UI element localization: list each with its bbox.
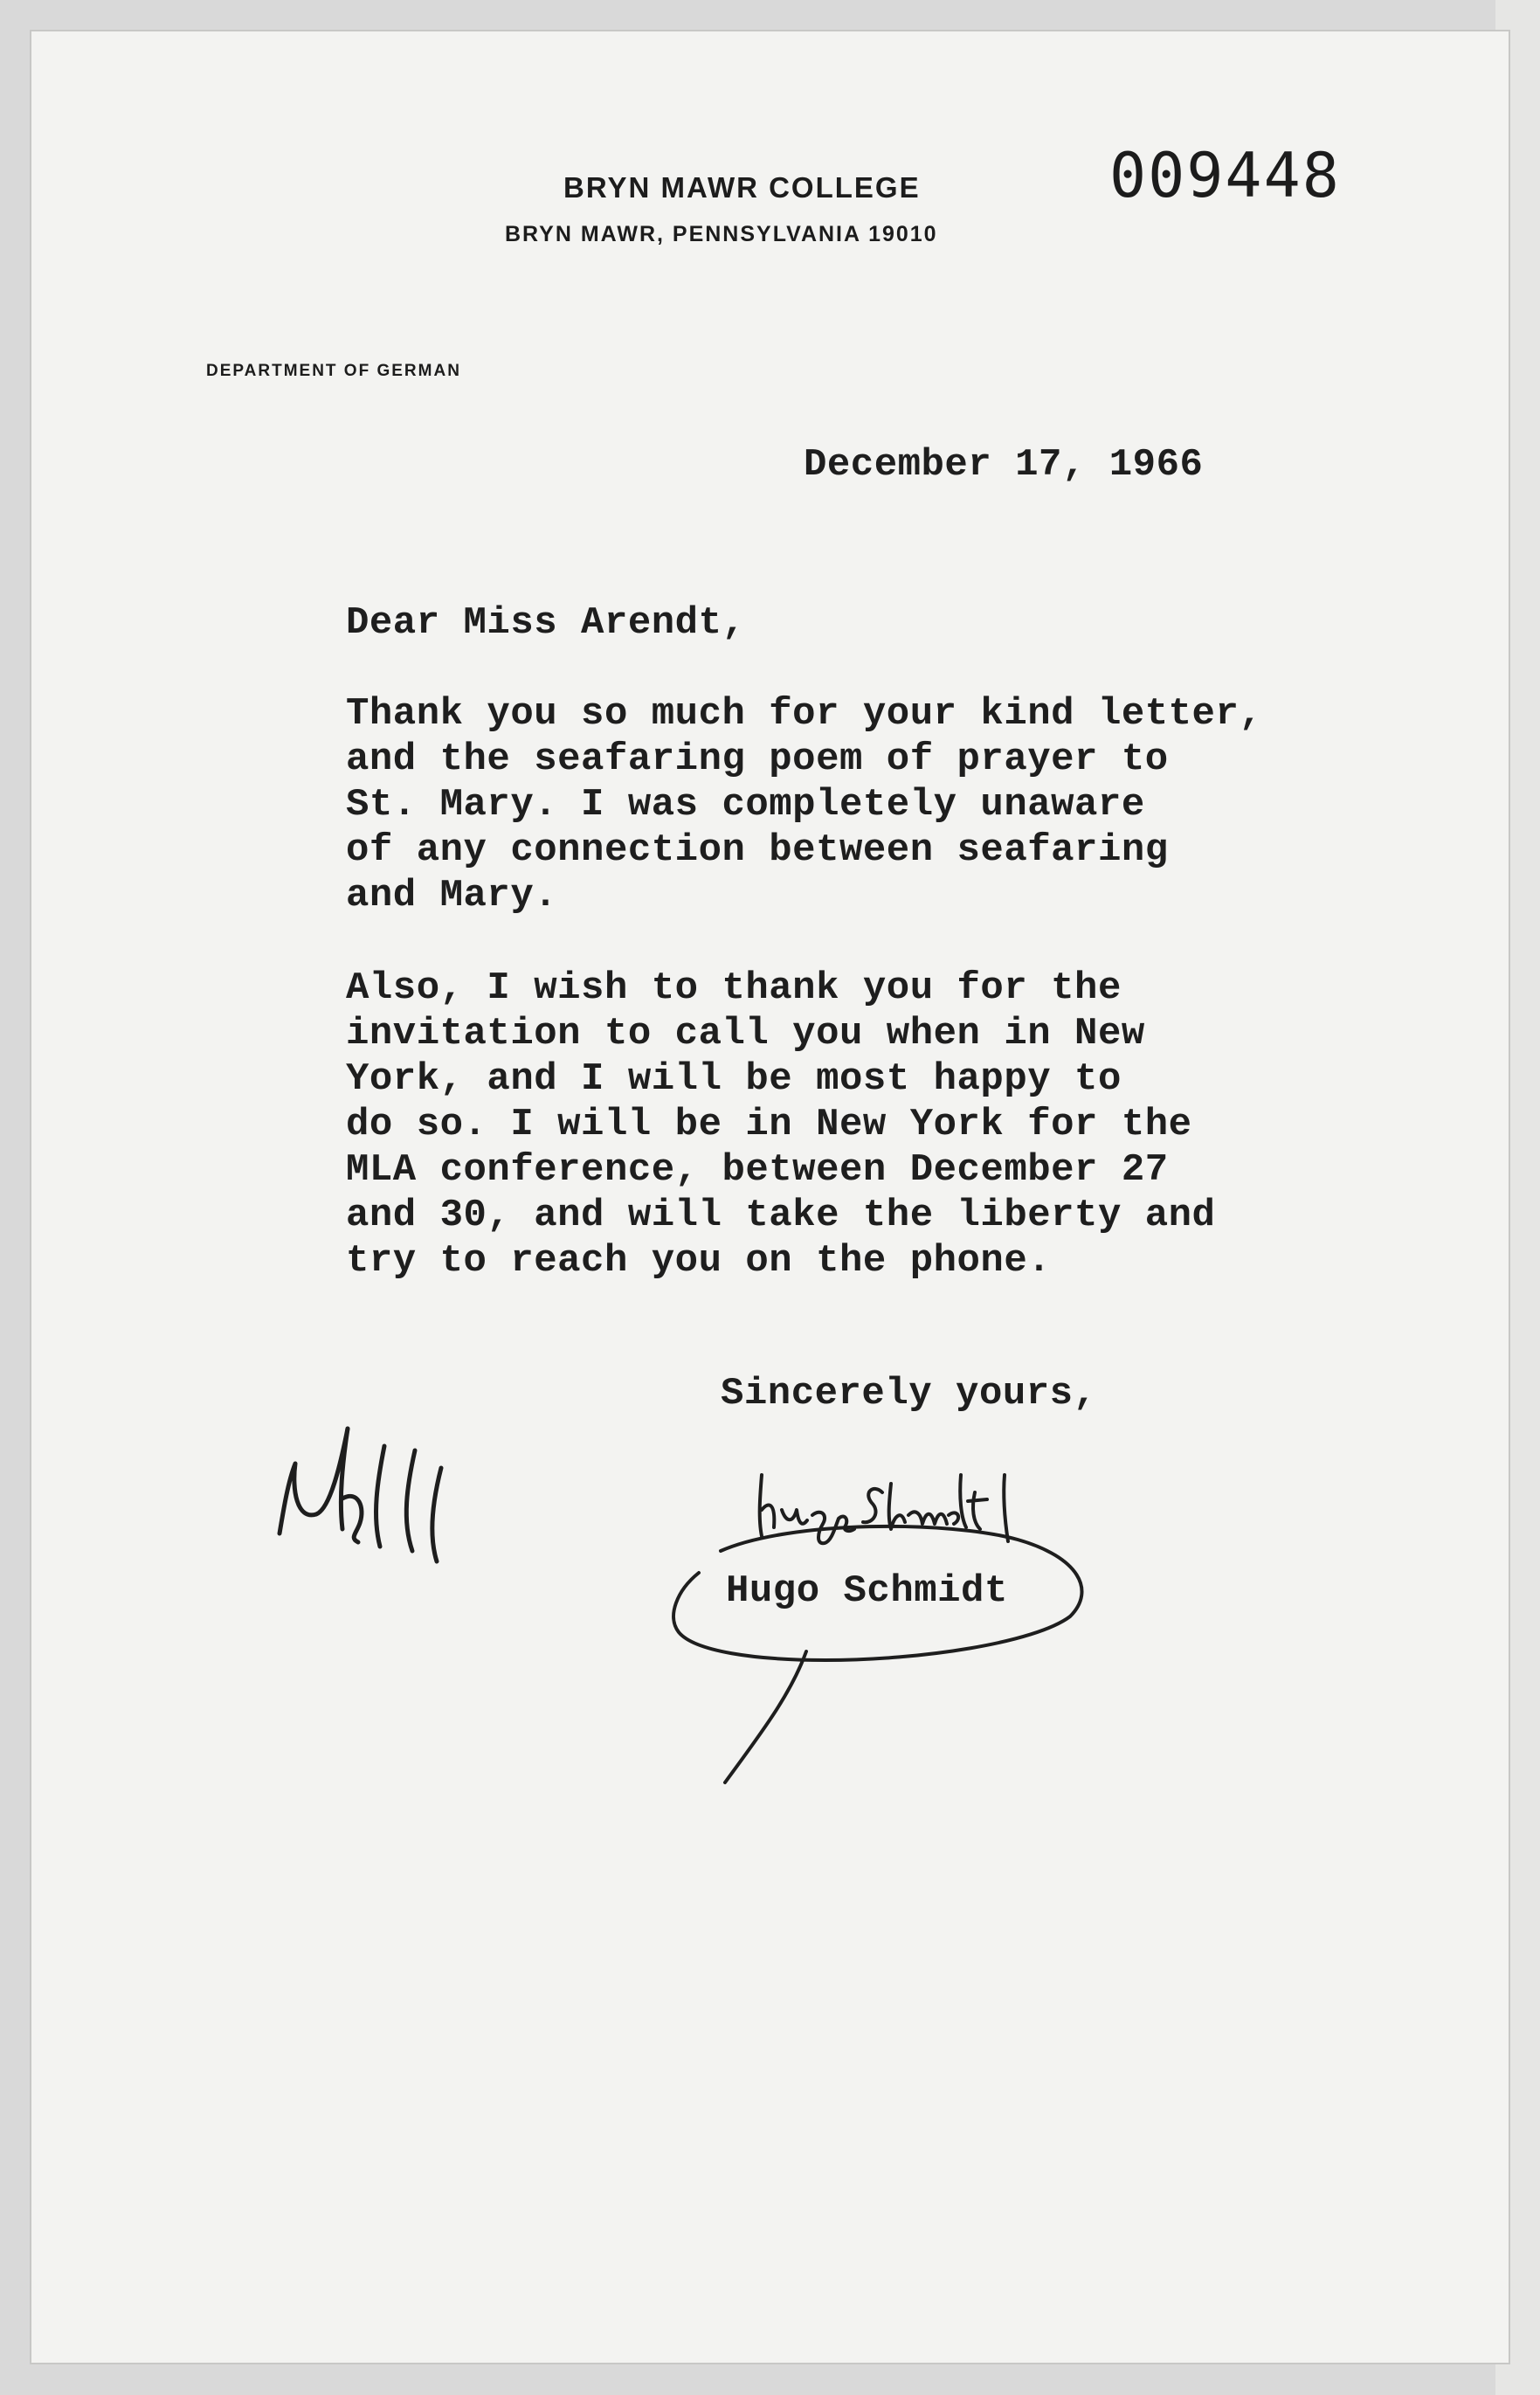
letterhead-address: BRYN MAWR, PENNSYLVANIA 19010 [505,222,938,246]
handwritten-initials-mark [262,1411,489,1586]
paragraph-line: Thank you so much for your kind letter, [346,692,1263,736]
paragraph-line: St. Mary. I was completely unaware [346,783,1145,827]
paragraph-line: try to reach you on the phone. [346,1239,1052,1283]
document-number-stamp: 009448 [1109,140,1341,211]
typed-signature-name: Hugo Schmidt [726,1569,1008,1613]
paragraph-line: and Mary. [346,874,558,917]
paragraph-line: Also, I wish to thank you for the [346,966,1122,1010]
letter-date: December 17, 1966 [804,443,1204,487]
closing: Sincerely yours, [721,1372,1097,1416]
paragraph-line: MLA conference, between December 27 [346,1148,1169,1192]
pen-circle-mark [660,1520,1096,1800]
body-paragraph-2 [346,966,1215,1284]
letterhead-department: DEPARTMENT OF GERMAN [206,362,461,380]
paragraph-line: do so. I will be in New York for the [346,1103,1192,1146]
letterhead-institution: BRYN MAWR COLLEGE [563,171,921,204]
paragraph-line: and the seafaring poem of prayer to [346,737,1169,781]
paragraph-line: and 30, and will take the liberty and [346,1194,1216,1237]
paragraph-line: of any connection between seafaring [346,828,1169,872]
salutation: Dear Miss Arendt, [346,601,746,645]
body-paragraph-1 [346,691,1262,918]
paragraph-line: York, and I will be most happy to [346,1057,1122,1101]
paragraph-line: invitation to call you when in New [346,1012,1145,1056]
